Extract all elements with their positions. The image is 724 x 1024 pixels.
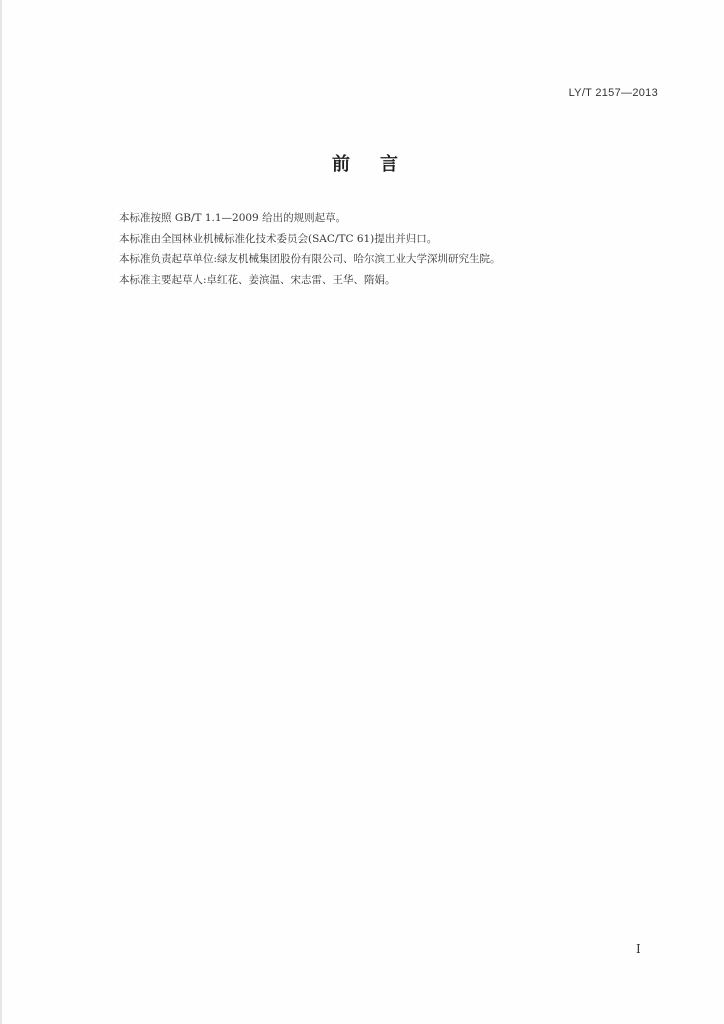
page-title: 前言: [332, 154, 428, 175]
paragraph-proposer: 本标准由全国林业机械标准化技术委员会(SAC/TC 61)提出并归口。: [119, 232, 438, 245]
standard-code: LY/T 2157—2013: [568, 87, 658, 99]
paragraph-drafters: 本标准主要起草人:卓红花、姜滨温、宋志雷、王华、隋娟。: [119, 273, 396, 286]
paragraph-drafting-rules: 本标准按照 GB/T 1.1—2009 给出的规则起草。: [119, 212, 347, 224]
foreword-body: [119, 208, 679, 290]
page-number: I: [636, 942, 641, 956]
paragraph-drafting-units: 本标准负责起草单位:绿友机械集团股份有限公司、哈尔滨工业大学深圳研究生院。: [119, 253, 501, 265]
